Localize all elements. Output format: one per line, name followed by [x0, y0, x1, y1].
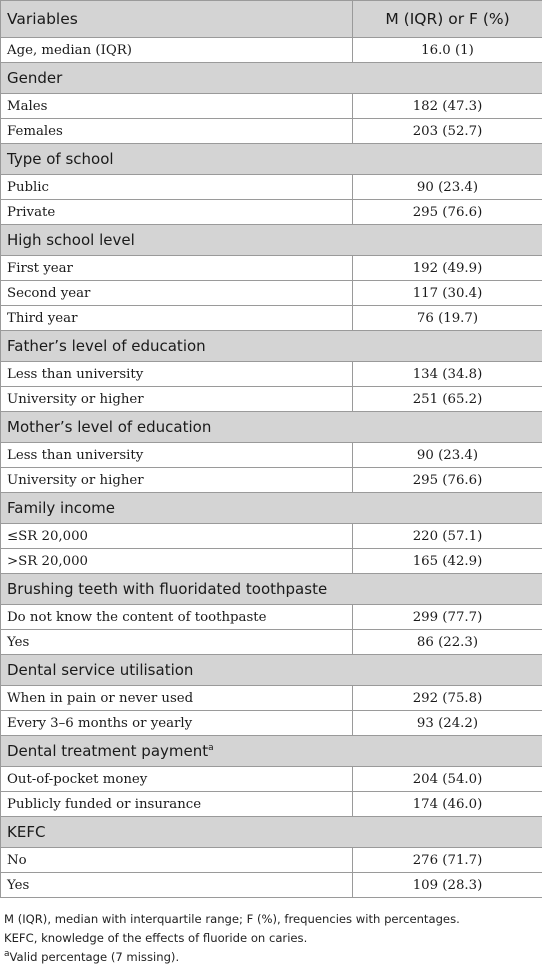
section-title-text: KEFC: [7, 823, 46, 841]
section-title-text: Father’s level of education: [7, 337, 206, 355]
section-title: [1, 574, 542, 605]
row-label: Yes: [1, 630, 353, 655]
table-row: [1, 362, 542, 387]
row-label: No: [1, 848, 353, 873]
footnote-marker: a: [208, 743, 214, 753]
section-header-row: [1, 736, 542, 767]
section-title-text: High school level: [7, 231, 135, 249]
row-value: 292 (75.8): [353, 686, 542, 711]
table-row: [1, 256, 542, 281]
row-value: 220 (57.1): [353, 524, 542, 549]
section-header-row: [1, 63, 542, 94]
table-row: [1, 873, 542, 898]
row-value: 86 (22.3): [353, 630, 542, 655]
row-label: Males: [1, 94, 353, 119]
footnote-text: Valid percentage (7 missing).: [9, 950, 180, 964]
table-row: [1, 767, 542, 792]
table-row: [1, 38, 542, 63]
table-footnotes: [4, 910, 538, 967]
row-value: 93 (24.2): [353, 711, 542, 736]
table-row: [1, 119, 542, 144]
table-row: [1, 711, 542, 736]
section-header-row: [1, 493, 542, 524]
row-label: Public: [1, 175, 353, 200]
section-header-row: [1, 655, 542, 686]
section-title-text: Gender: [7, 69, 63, 87]
section-title: [1, 144, 542, 175]
section-title-text: Mother’s level of education: [7, 418, 212, 436]
row-label: University or higher: [1, 468, 353, 493]
row-value: 295 (76.6): [353, 468, 542, 493]
section-title: [1, 655, 542, 686]
table-row: [1, 175, 542, 200]
footnote-marker: a: [4, 949, 10, 960]
table-row: [1, 792, 542, 817]
row-label: Yes: [1, 873, 353, 898]
row-label: Do not know the content of toothpaste: [1, 605, 353, 630]
row-value: 295 (76.6): [353, 200, 542, 225]
section-header-row: [1, 574, 542, 605]
row-value: 299 (77.7): [353, 605, 542, 630]
section-title: [1, 412, 542, 443]
row-value: 174 (46.0): [353, 792, 542, 817]
row-label: First year: [1, 256, 353, 281]
table-row: [1, 468, 542, 493]
row-label: Every 3–6 months or yearly: [1, 711, 353, 736]
table-row: [1, 630, 542, 655]
footnote-abbrev-kefc: KEFC, knowledge of the effects of fluoride on caries.: [4, 931, 308, 945]
section-title: [1, 63, 542, 94]
row-value: 109 (28.3): [353, 873, 542, 898]
table-row: [1, 387, 542, 412]
row-value: 76 (19.7): [353, 306, 542, 331]
row-value: 203 (52.7): [353, 119, 542, 144]
section-title: [1, 493, 542, 524]
table-row: [1, 686, 542, 711]
row-label: When in pain or never used: [1, 686, 353, 711]
section-header-row: [1, 817, 542, 848]
header-value: M (IQR) or F (%): [353, 1, 542, 38]
section-title-text: Dental service utilisation: [7, 661, 194, 679]
row-value: 165 (42.9): [353, 549, 542, 574]
row-label: Third year: [1, 306, 353, 331]
section-header-row: [1, 412, 542, 443]
section-header-row: [1, 331, 542, 362]
footnote-abbrev-m-f: M (IQR), median with interquartile range; F (%), frequencies with percentages.: [4, 912, 460, 926]
row-label: Less than university: [1, 443, 353, 468]
table-row: [1, 524, 542, 549]
row-label: Second year: [1, 281, 353, 306]
row-value: 251 (65.2): [353, 387, 542, 412]
section-header-row: [1, 225, 542, 256]
row-label: Publicly funded or insurance: [1, 792, 353, 817]
row-value: 16.0 (1): [353, 38, 542, 63]
row-value: 90 (23.4): [353, 175, 542, 200]
table-body: [1, 38, 542, 898]
table-row: [1, 443, 542, 468]
section-title-text: Brushing teeth with fluoridated toothpaste: [7, 580, 328, 598]
section-title: [1, 331, 542, 362]
row-value: 134 (34.8): [353, 362, 542, 387]
row-label: Age, median (IQR): [1, 38, 353, 63]
table-row: [1, 200, 542, 225]
row-label: Less than university: [1, 362, 353, 387]
row-label: Out-of-pocket money: [1, 767, 353, 792]
row-label: Females: [1, 119, 353, 144]
row-value: 276 (71.7): [353, 848, 542, 873]
row-value: 192 (49.9): [353, 256, 542, 281]
row-label: Private: [1, 200, 353, 225]
section-title-text: Type of school: [7, 150, 114, 168]
table-row: [1, 306, 542, 331]
header-variables: Variables: [1, 1, 353, 38]
section-title-text: Dental treatment payment: [7, 742, 209, 760]
row-value: 182 (47.3): [353, 94, 542, 119]
section-title: [1, 817, 542, 848]
row-value: 117 (30.4): [353, 281, 542, 306]
section-header-row: [1, 144, 542, 175]
table-header-row: [1, 1, 542, 38]
row-label: ≤SR 20,000: [1, 524, 353, 549]
table-row: [1, 94, 542, 119]
table-row: [1, 848, 542, 873]
section-title: [1, 736, 542, 767]
section-title: [1, 225, 542, 256]
row-value: 90 (23.4): [353, 443, 542, 468]
row-value: 204 (54.0): [353, 767, 542, 792]
section-title-text: Family income: [7, 499, 115, 517]
table-row: [1, 549, 542, 574]
footnote-a: [4, 948, 538, 967]
row-label: >SR 20,000: [1, 549, 353, 574]
table-row: [1, 281, 542, 306]
table-row: [1, 605, 542, 630]
row-label: University or higher: [1, 387, 353, 412]
